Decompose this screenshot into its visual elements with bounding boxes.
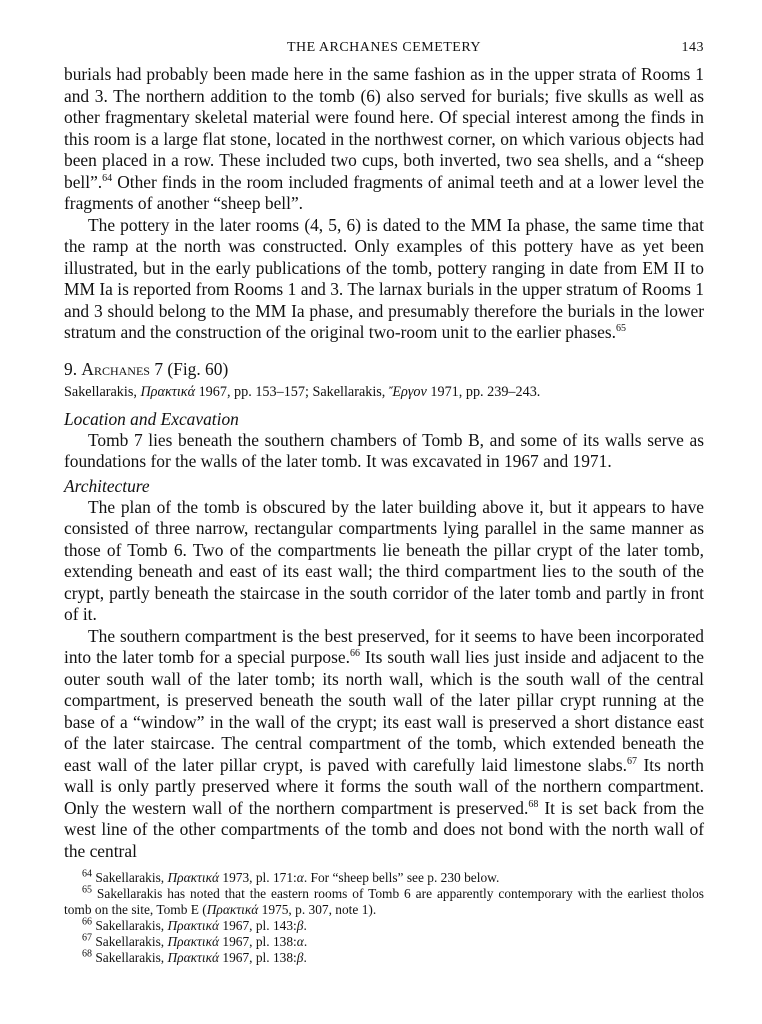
- subheading-architecture: Architecture: [64, 475, 150, 496]
- footnote-ref-66[interactable]: 66: [349, 648, 360, 660]
- footnote-66: $^{66}$ Sakellarakis, Πρακτικά 1967, pl. 143:β.: [82, 916, 307, 933]
- footnote-ref-65[interactable]: 65: [616, 323, 627, 335]
- paragraph-burials: burials had probably been made here in the same fashion as in the upper strata of Rooms 1 and 3. The northern addition to the tomb (6) also served for burials; five skulls as well as other fragmentary skeletal material were found here. Of special interest among the finds in this room is a large flat stone, located in the northwest corner, on which various objects had been placed in a row. These included two cups, both inverted, two sea shells, and a “sheep bell”.$^{64}$ Other finds in the room included fragments of animal teeth and at a lower level the fragments of another “sheep bell”.: [64, 64, 704, 213]
- footnote-ref-64[interactable]: 64: [102, 172, 113, 184]
- footnotes: [64, 870, 704, 966]
- paragraph-southern-compartment: The southern compartment is the best preserved, for it seems to have been incorporated into the later tomb for a special purpose.$^{66}$ Its south wall lies just inside and adjacent to the outer south wall of the later tomb; its north wall, which is the south wall of the central compartment, is preserved beneath the south wall of the later pillar crypt running at the base of a “window” in the wall of the crypt; its east wall is preserved a short distance east of the later staircase. The central compartment of the tomb, which extended beneath the east wall of the later pillar crypt, is paved with carefully laid limestone slabs.$^{67}$ Its north wall is only partly preserved where it forms the south wall of the northern compartment. Only the western wall of the northern compartment is preserved.$^{68}$ It is set back from the west line of the other compartments of the tomb and does not bond with the north wall of the central: [64, 625, 705, 861]
- page-number: 143: [681, 40, 704, 55]
- footnote-65: $^{65}$ Sakellarakis has noted that the eastern rooms of Tomb 6 are apparently contemporary with the earliest tholos tomb on the site, Tomb E (Πρακτικά 1975, p. 307, note 1).: [64, 884, 704, 917]
- footnote-ref-67[interactable]: 67: [626, 755, 637, 767]
- paragraph-location: Tomb 7 lies beneath the southern chambers of Tomb B, and some of its walls serve as foundations for the walls of the later tomb. It was excavated in 1967 and 1971.: [64, 429, 704, 471]
- footnote-67: $^{67}$ Sakellarakis, Πρακτικά 1967, pl. 138:α.: [82, 932, 308, 949]
- references: Sakellarakis, Πρακτικά 1967, pp. 153–157; Sakellarakis, Ἔργον 1971, pp. 239–243.: [64, 383, 541, 400]
- footnote-64: $^{64}$ Sakellarakis, Πρακτικά 1973, pl. 171:α. For “sheep bells” see p. 230 below.: [82, 868, 500, 885]
- paragraph-pottery: The pottery in the later rooms (4, 5, 6) is dated to the MM Ia phase, the same time that the ramp at the north was constructed. Only examples of this pottery have as yet been illustrated, but in the early publications of the tomb, pottery ranging in date from EM II to MM Ia is reported from Rooms 1 and 3. The larnax burials in the upper stratum of Rooms 1 and 3 should belong to the MM Ia phase, and presumably therefore the burials in the lower stratum and the construction of the original two-room unit to the earlier phases.$^{65}$: [64, 214, 704, 342]
- footnote-ref-68[interactable]: 68: [528, 798, 539, 810]
- subheading-location: Location and Excavation: [64, 408, 239, 429]
- section-heading: 9. Archanes 7 (Fig. 60): [64, 358, 229, 379]
- footnote-68: $^{68}$ Sakellarakis, Πρακτικά 1967, pl. 138:β.: [82, 948, 307, 965]
- paragraph-architecture-plan: The plan of the tomb is obscured by the later building above it, but it appears to have consisted of three narrow, rectangular compartments lying parallel in the same manner as those of Tomb 6. Two of the compartments lie beneath the pillar crypt of the later tomb, extending beneath and east of its east wall; the third compartment lies to the south of the crypt, partly beneath the staircase in the south corridor of the later tomb and partly in front of it.: [64, 496, 704, 624]
- running-title: THE ARCHANES CEMETERY: [286, 40, 482, 55]
- running-head: [64, 40, 704, 64]
- page: [64, 40, 704, 966]
